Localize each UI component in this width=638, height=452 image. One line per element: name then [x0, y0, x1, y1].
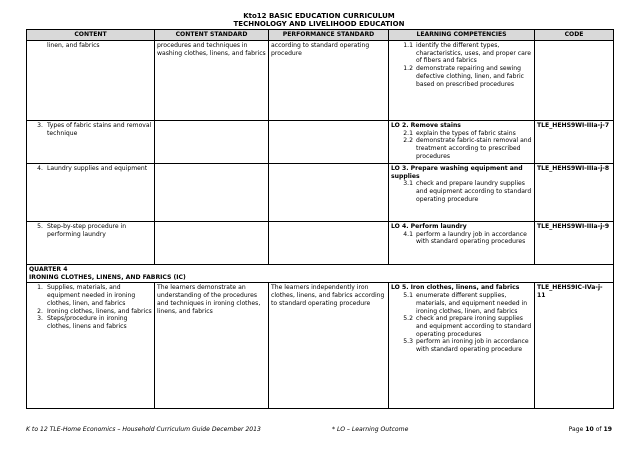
- quarter-row: [27, 265, 614, 283]
- content-text: Laundry supplies and equipment: [47, 165, 148, 172]
- content-standard-cell: [155, 121, 269, 164]
- competency-number: 1.1: [403, 42, 413, 49]
- content-item: [29, 165, 152, 173]
- code-cell: TLE_HEHS9WI-IIIa-j-7: [535, 121, 614, 164]
- content-text: Ironing clothes, linens, and fabrics: [47, 307, 152, 315]
- competencies-cell: [389, 41, 535, 121]
- code-cell: TLE_HEHS9IC-IVa-j-11: [535, 283, 614, 409]
- learning-outcome: LO 4. Perform laundry: [391, 223, 467, 230]
- content-text: Types of fabric stains and removal technique: [47, 122, 152, 137]
- content-cell: [27, 222, 155, 265]
- competencies-cell: [389, 121, 535, 164]
- code-cell: TLE_HEHS9WI-IIIa-j-8: [535, 164, 614, 222]
- table-row: [27, 41, 614, 121]
- competency-number: 2.1: [403, 129, 413, 137]
- content-number: 3.: [37, 122, 43, 129]
- page-prefix: Page: [568, 426, 584, 433]
- competency-text: demonstrate fabric-stain removal and treatment according to prescribed procedures: [416, 137, 532, 160]
- content-number: 3.: [37, 315, 43, 323]
- content-text: Steps/procedure in ironing clothes, linens and fabrics: [47, 315, 128, 330]
- competency-item: [391, 292, 532, 315]
- competency-item: [391, 180, 532, 203]
- content-standard-cell: [155, 222, 269, 265]
- performance-standard-cell: [269, 121, 389, 164]
- learning-outcome: LO 2. Remove stains: [391, 122, 461, 129]
- content-text: Supplies, materials, and equipment needed in ironing clothes, linen, and fabrics: [47, 284, 136, 307]
- page-of: of: [595, 426, 602, 433]
- content-item: [29, 308, 152, 316]
- competency-number: 3.1: [403, 180, 413, 188]
- competency-number: 5.2: [403, 315, 413, 323]
- competency-number: 5.3: [403, 338, 413, 346]
- document-subtitle: TECHNOLOGY AND LIVELIHOOD EDUCATION: [233, 20, 405, 28]
- competency-number: 2.2: [403, 137, 413, 145]
- competency-text: demonstrate repairing and sewing defective clothing, linen, and fabric based on prescribed procedures: [416, 65, 524, 88]
- learning-outcome: LO 3. Prepare washing equipment and supplies: [391, 165, 523, 180]
- content-text: Step-by-step procedure in performing laundry: [47, 223, 127, 238]
- footer-page-number: [569, 426, 612, 433]
- page-total: 19: [603, 426, 612, 433]
- table-row: [27, 283, 614, 409]
- table-row: [27, 164, 614, 222]
- content-number: 1.: [37, 284, 43, 292]
- competency-text: perform an ironing job in accordance with standard operating procedure: [416, 338, 529, 354]
- competency-number: 1.2: [403, 65, 413, 73]
- footer-guide-title: K to 12 TLE-Home Economics – Household Curriculum Guide December 2013: [26, 426, 261, 433]
- performance-standard-cell: The learners independently iron clothes, linens, and fabrics according to standard operating procedure: [269, 283, 389, 409]
- competency-text: enumerate different supplies, materials, and equipment needed in ironing clothes, linen, and fabrics: [416, 292, 528, 315]
- content-number: 5.: [37, 223, 43, 230]
- competencies-cell: [389, 222, 535, 265]
- content-item: [29, 223, 152, 238]
- content-standard-cell: The learners demonstrate an understanding of the procedures and techniques in ironing clothes, linens, and fabrics: [155, 283, 269, 409]
- competency-item: [391, 315, 532, 338]
- competency-text: check and prepare ironing supplies and equipment according to standard operating procedures: [416, 315, 532, 338]
- quarter-label: QUARTER 4: [29, 266, 68, 273]
- page-current: 10: [585, 426, 594, 433]
- column-header-learning-competencies: LEARNING COMPETENCIES: [389, 30, 535, 41]
- quarter-title: IRONING CLOTHES, LINENS, AND FABRICS (IC): [29, 273, 186, 281]
- content-number: 2.: [37, 307, 43, 315]
- column-header-performance-standard: PERFORMANCE STANDARD: [269, 30, 389, 41]
- competency-item: [391, 65, 532, 88]
- competency-number: 4.1: [403, 230, 413, 238]
- content-item: [29, 284, 152, 307]
- learning-outcome: LO 5. Iron clothes, linens, and fabrics: [391, 284, 520, 292]
- content-standard-cell: [155, 164, 269, 222]
- competency-item: [391, 338, 532, 353]
- content-cell: [27, 121, 155, 164]
- content-cell: [27, 283, 155, 409]
- competency-number: 5.1: [403, 292, 413, 300]
- content-number: 4.: [37, 165, 43, 172]
- competency-text: explain the types of fabric stains: [416, 129, 516, 137]
- document-title: Kto12 BASIC EDUCATION CURRICULUM: [243, 12, 395, 20]
- performance-standard-cell: [269, 164, 389, 222]
- column-header-content-standard: CONTENT STANDARD: [155, 30, 269, 41]
- content-cell: [27, 41, 155, 121]
- code-cell: [535, 41, 614, 121]
- competency-item: [391, 130, 532, 138]
- column-header-content: CONTENT: [27, 30, 155, 41]
- competency-text: identify the different types, characteristics, uses, and proper care of fibers and fabrics: [416, 42, 531, 65]
- content-item: [29, 315, 152, 330]
- table-header-row: [27, 30, 614, 41]
- curriculum-table: [26, 29, 614, 409]
- code-cell: TLE_HEHS9WI-IIIa-j-9: [535, 222, 614, 265]
- competencies-cell: [389, 164, 535, 222]
- footer-legend: * LO – Learning Outcome: [332, 426, 409, 433]
- performance-standard-cell: [269, 222, 389, 265]
- content-standard-cell: procedures and techniques in washing clothes, linens, and fabrics: [155, 41, 269, 121]
- performance-standard-cell: according to standard operating procedure: [269, 41, 389, 121]
- competency-item: [391, 231, 532, 246]
- competencies-cell: [389, 283, 535, 409]
- table-row: [27, 222, 614, 265]
- column-header-code: CODE: [535, 30, 614, 41]
- content-text: linen, and fabrics: [47, 42, 100, 49]
- table-row: [27, 121, 614, 164]
- competency-text: perform a laundry job in accordance with standard operating procedures: [416, 230, 527, 246]
- content-item: [29, 122, 152, 137]
- competency-item: [391, 137, 532, 160]
- quarter-cell: [27, 265, 614, 283]
- content-cell: [27, 164, 155, 222]
- competency-item: [391, 42, 532, 65]
- competency-text: check and prepare laundry supplies and equipment according to standard operating procedure: [416, 180, 532, 203]
